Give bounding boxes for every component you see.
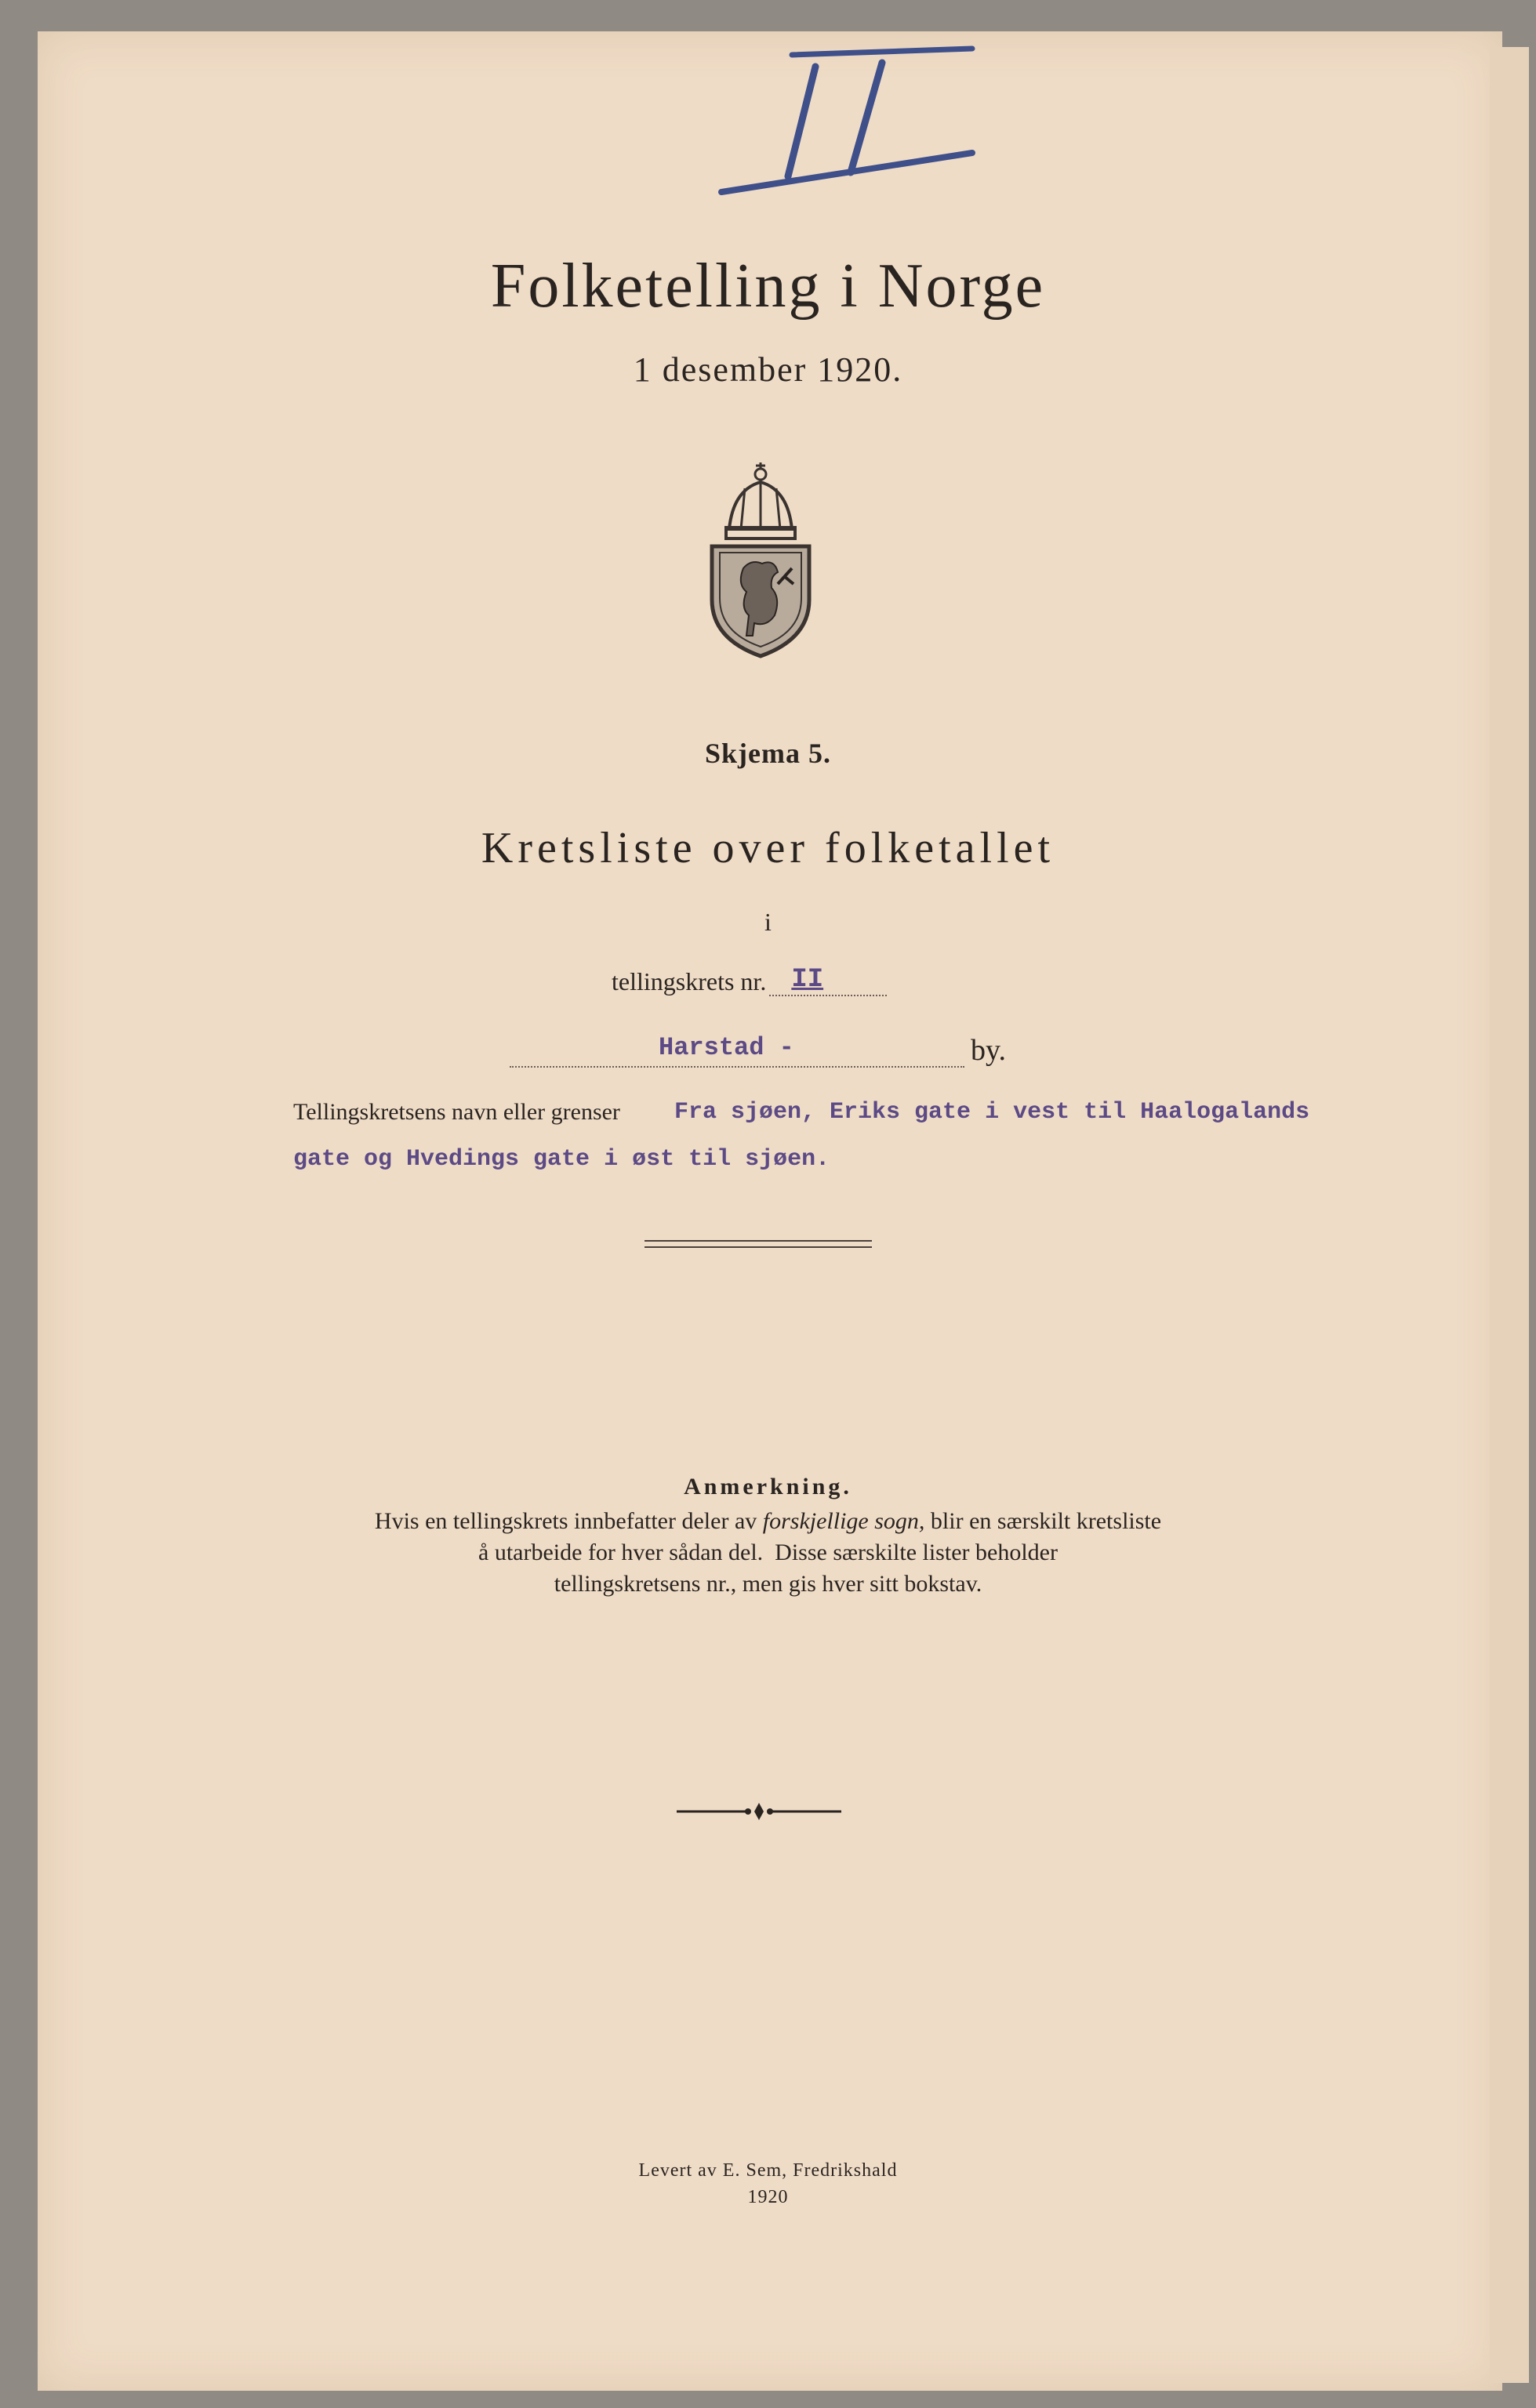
- census-date: 1 desember 1920.: [633, 350, 903, 389]
- printer-year: 1920: [747, 2187, 789, 2207]
- page-title: Folketelling i Norge: [490, 252, 1046, 321]
- handwritten-numeral-icon: [706, 31, 988, 204]
- ornament-divider: [673, 1800, 845, 1823]
- section-divider: [645, 1240, 872, 1248]
- district-label: tellingskrets nr.: [612, 967, 767, 995]
- schema-number: Skjema 5.: [705, 738, 831, 769]
- note-line-1: [0, 1508, 1536, 1535]
- boundary-line-2: gate og Hvedings gate i øst til sjøen.: [293, 1146, 830, 1173]
- form-heading: Kretsliste over folketallet: [481, 824, 1055, 872]
- district-row: [612, 967, 925, 1006]
- i-word: i: [764, 908, 772, 936]
- norwegian-coat-of-arms-icon: [706, 459, 815, 662]
- note-line-3: tellingskretsens nr., men gis hver sitt bokstav.: [554, 1571, 982, 1597]
- town-suffix: by.: [971, 1034, 1007, 1067]
- paper-edge: [1490, 47, 1529, 2383]
- note-line-1-italic: forskjellige sogn,: [762, 1508, 925, 1534]
- note-line-1-start: Hvis en tellingskrets innbefatter deler av: [374, 1508, 763, 1534]
- boundary-label: Tellingskretsens navn eller grenser: [293, 1099, 620, 1125]
- town-name-value: Harstad -: [659, 1033, 794, 1062]
- note-heading: Anmerkning.: [684, 1474, 852, 1500]
- ornament-icon: [673, 1800, 845, 1823]
- note-line-1-end: blir en særskilt kretsliste: [924, 1508, 1162, 1534]
- note-line-2: å utarbeide for hver sådan del. Disse særskilte lister beholder: [478, 1539, 1058, 1565]
- boundary-line-1: Fra sjøen, Eriks gate i vest til Haalogalands: [674, 1099, 1310, 1126]
- district-number-value: II: [791, 965, 824, 995]
- handwritten-mark: [706, 31, 988, 204]
- district-number-field: [769, 965, 887, 996]
- coat-of-arms: [706, 459, 815, 662]
- town-field: [510, 1033, 964, 1068]
- printer-credit: Levert av E. Sem, Fredrikshald: [638, 2160, 898, 2181]
